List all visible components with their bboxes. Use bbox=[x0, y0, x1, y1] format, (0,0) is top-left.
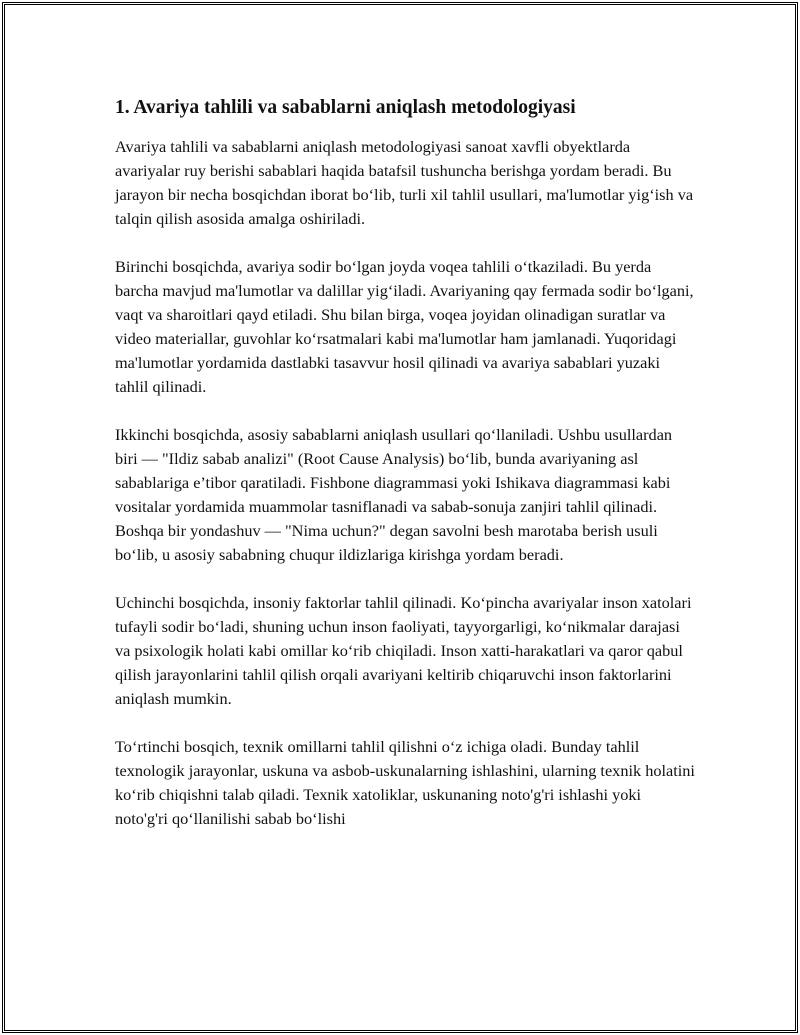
paragraph-stage-1: Birinchi bosqichda, avariya sodir bo‘lgan joyda voqea tahlili o‘tkaziladi. Bu yerda barcha mavjud ma'lumotlar va dalillar yig‘iladi. Avariyaning qay fermada sodir bo‘lgani, vaqt va sharoitlari qayd etiladi. Shu bilan birga, voqea joyidan olinadigan suratlar va video materiallar, guvohlar ko‘rsatmalari kabi ma'lumotlar ham jamlanadi. Yuqoridagi ma'lumotlar yordamida dastlabki tasavvur hosil qilinadi va avariya sabablari yuzaki tahlil qilinadi. bbox=[115, 257, 694, 396]
paragraph-stage-2: Ikkinchi bosqichda, asosiy sabablarni aniqlash usullari qo‘llaniladi. Ushbu usullardan biri — "Ildiz sabab analizi" (Root Cause Analysis) bo‘lib, bunda avariyaning asl sabablariga e’tibor qaratiladi. Fishbone diagrammasi yoki Ishikava diagrammasi kabi vositalar yordamida muammolar tasniflanadi va sabab-sonuja zanjiri tahlil qilinadi. Boshqa bir yondashuv — "Nima uchun?" degan savolni besh marotaba berish usuli bo‘lib, u asosiy sababning chuqur ildizlariga kirishga yordam beradi. bbox=[115, 425, 673, 564]
paragraph-intro: Avariya tahlili va sabablarni aniqlash metodologiyasi sanoat xavfli obyektlarda avariyalar ruy berishi sabablari haqida batafsil tushuncha berishga yordam beradi. Bu jarayon bir necha bosqichdan iborat bo‘lib, turli xil tahlil usullari, ma'lumotlar yig‘ish va talqin qilish asosida amalga oshiriladi. bbox=[115, 137, 694, 228]
document-title: 1. Avariya tahlili va sabablarni aniqlash metodologiyasi bbox=[115, 97, 576, 118]
paragraph-stage-3: Uchinchi bosqichda, insoniy faktorlar tahlil qilinadi. Ko‘pincha avariyalar inson xatolari tufayli sodir bo‘ladi, shuning uchun inson faoliyati, tayyorgarligi, ko‘nikmalar darajasi va psixologik holati kabi omillar ko‘rib chiqiladi. Inson xatti-harakatlari va qaror qabul qilish jarayonlarini tahlil qilish orqali avariyani keltirib chiqaruvchi inson faktorlarini aniqlash mumkin. bbox=[115, 593, 692, 708]
paragraph-stage-4: To‘rtinchi bosqich, texnik omillarni tahlil qilishni o‘z ichiga oladi. Bunday tahlil texnologik jarayonlar, uskuna va asbob-uskunalarning ishlashini, ularning texnik holatini ko‘rib chiqishni talab qiladi. Texnik xatoliklar, uskunaning noto'g'ri ishlashi yoki noto'g'ri qo‘llanilishi sabab bo‘lishi bbox=[115, 737, 695, 828]
document-body bbox=[115, 95, 695, 855]
